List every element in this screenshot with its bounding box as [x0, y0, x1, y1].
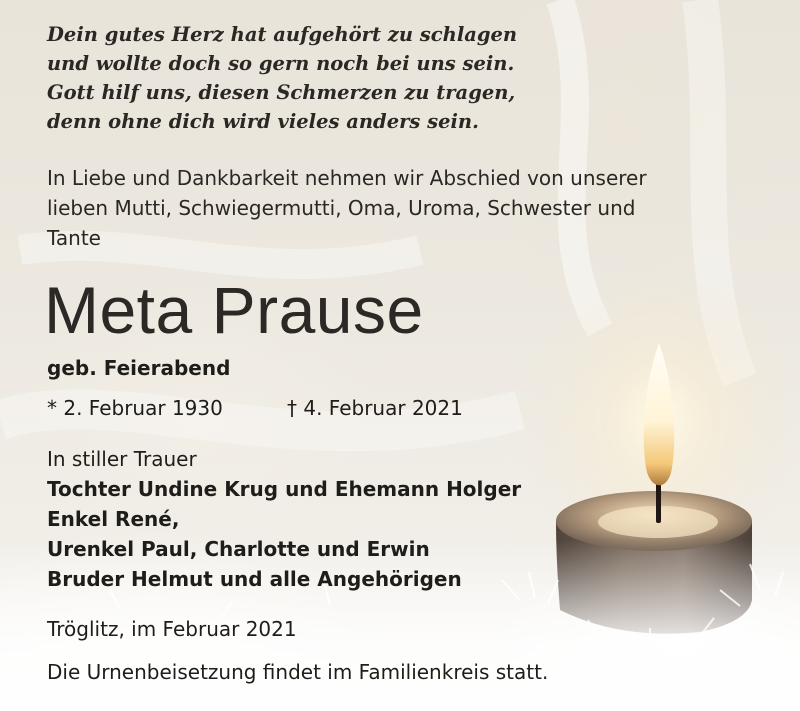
mourners-list [47, 474, 521, 594]
intro-line: lieben Mutti, Schwiegermutti, Oma, Uroma, Schwester und [47, 196, 636, 220]
intro-line: In Liebe und Dankbarkeit nehmen wir Abschied von unserer [47, 166, 647, 190]
mourner-line: Enkel René, [47, 507, 180, 531]
mourner-line: Urenkel Paul, Charlotte und Erwin [47, 537, 430, 561]
life-dates [47, 393, 463, 423]
mourner-line: Tochter Undine Krug und Ehemann Holger [47, 477, 522, 501]
birth-name: geb. Feierabend [47, 356, 231, 380]
poem-line: Dein gutes Herz hat aufgehört zu schlagen [47, 23, 518, 46]
poem-line: denn ohne dich wird vieles anders sein. [47, 110, 479, 133]
farewell-intro [47, 163, 747, 253]
burial-notice: Die Urnenbeisetzung findet im Familienkreis statt. [47, 660, 549, 684]
mourner-line: Bruder Helmut und alle Angehörigen [47, 567, 462, 591]
poem-line: Gott hilf uns, diesen Schmerzen zu tragen, [47, 81, 516, 104]
intro-line: Tante [47, 226, 101, 250]
poem [47, 20, 607, 136]
place-date: Tröglitz, im Februar 2021 [47, 617, 297, 641]
death-date: † 4. Februar 2021 [287, 396, 463, 420]
deceased-name: Meta Prause [44, 273, 424, 347]
mourning-intro: In stiller Trauer [47, 447, 197, 471]
poem-line: und wollte doch so gern noch bei uns sein. [47, 52, 515, 75]
birth-date: * 2. Februar 1930 [47, 396, 223, 420]
